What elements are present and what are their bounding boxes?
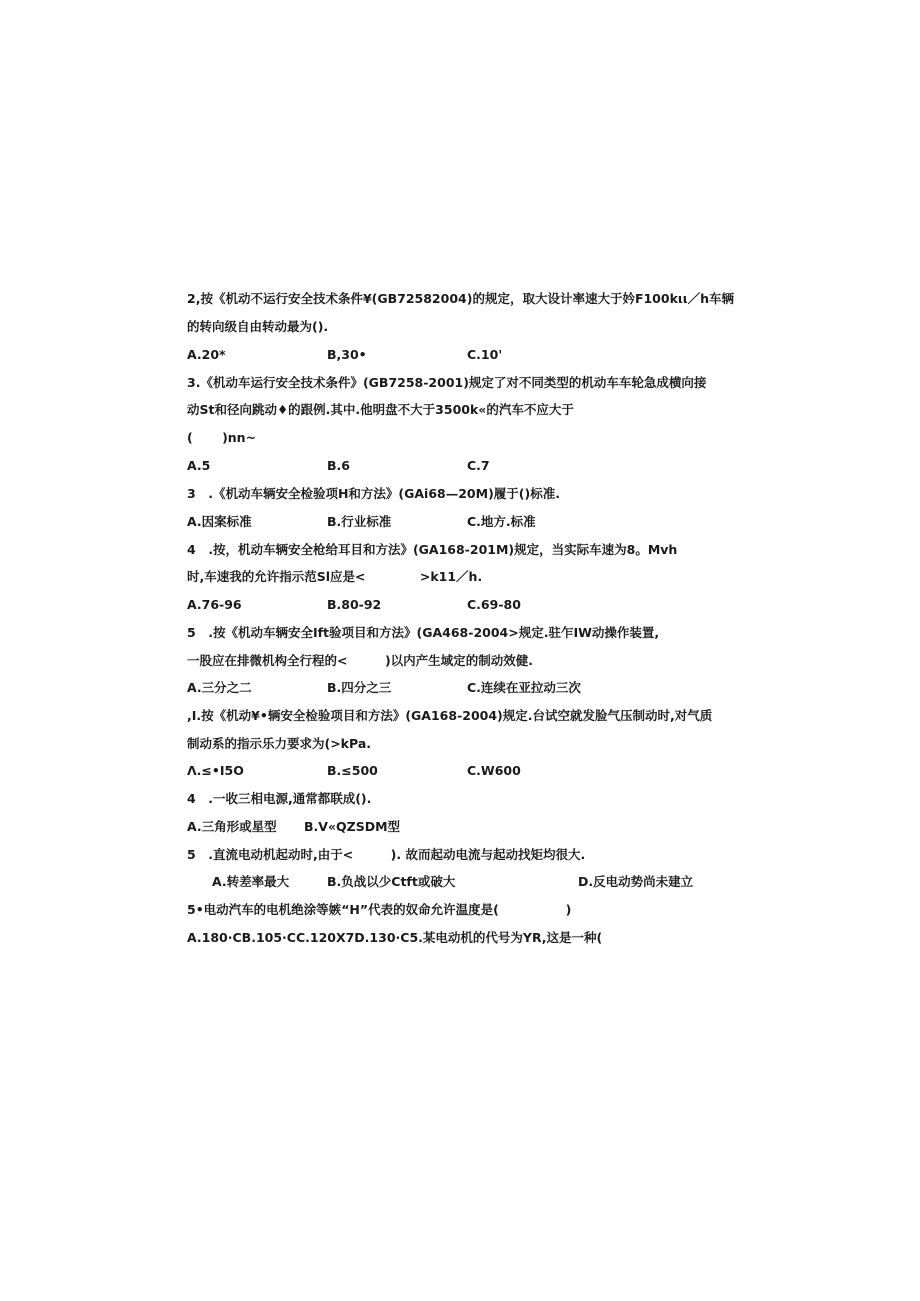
answer-option: C.W600 <box>467 763 521 778</box>
question-line: 5•电动汽车的电机绝涂等嫉“H”代表的奴命允许温度是( ) <box>187 902 572 917</box>
answer-option: C.7 <box>467 458 490 473</box>
question-line: ( )nn~ <box>187 430 257 445</box>
question-line: 一股应在排微机构全行程的< )以内产生域定的制动效健. <box>187 653 533 668</box>
answer-option: Λ.≤•I5O <box>187 763 244 778</box>
answer-option: C.连续在亚拉动三次 <box>467 680 581 695</box>
answer-option: B,30• <box>327 347 367 362</box>
question-line: 3.《机动车运行安全技术条件》(GB7258-2001)规定了对不同类型的机动车车轮急成横向接 <box>187 375 707 390</box>
question-line: 动St和径向跳动♦的跟例.其中.他明盘不大于3500k«的汽车不应大于 <box>187 402 574 417</box>
question-line: 时,车速我的允许指示范Sl应是< >k11／h. <box>187 569 483 584</box>
answer-option: A.76-96 <box>187 597 242 612</box>
answer-option: B.80-92 <box>327 597 382 612</box>
answer-option: B.四分之三 <box>327 680 392 695</box>
answer-option: B.行业标准 <box>327 514 392 529</box>
question-line: 5 .直流电动机起动时,由于< ). 故而起动电流与起动找矩均很大. <box>187 847 586 862</box>
answer-option: A.20* <box>187 347 226 362</box>
answer-option: C.地方.标准 <box>467 514 536 529</box>
question-line: 3 .《机动车辆安全检验项H和方法》(GAi68—20M)履于()标准. <box>187 486 560 501</box>
question-line: 5 .按《机动车辆安全Ift验项目和方法》(GA468-2004>规定.驻乍IW动操作装置, <box>187 625 660 640</box>
answer-option: A.三角形或星型 <box>187 819 277 834</box>
question-line: 4 .按，机动车辆安全枪给耳目和方法》(GA168-201M)规定，当实际车速为8。Mvh <box>187 542 678 557</box>
question-line: 4 .一收三相电源,通常都联成(). <box>187 791 372 806</box>
answer-option: C.10' <box>467 347 503 362</box>
answer-option: B.V«QZSDM型 <box>304 819 401 834</box>
answer-option: B.6 <box>327 458 350 473</box>
answer-option: B.≤500 <box>327 763 378 778</box>
answer-option: A.5 <box>187 458 211 473</box>
question-line: 制动系的指示乐力要求为(>kPa. <box>187 736 372 751</box>
answer-option: B.负战以少Ctft或破大 <box>327 874 456 889</box>
question-line: A.180∙CB.105∙CC.120X7D.130∙C5.某电动机的代号为YR,这是一种( <box>187 930 603 945</box>
question-line: 的转向级自由转动最为(). <box>187 319 329 334</box>
question-line: ,I.按《机动¥•辆安全检验项目和方法》(GA168-2004)规定.台试空就发脸气压制动时,对气质 <box>187 708 713 723</box>
answer-option: A.三分之二 <box>187 680 252 695</box>
answer-option: A.转差率最大 <box>212 874 290 889</box>
answer-option: C.69-80 <box>467 597 521 612</box>
answer-option: A.因案标准 <box>187 514 252 529</box>
question-line: 2,按《机动不运行安全技术条件¥(GB72582004)的规定，取大设计率速大于妗F100kιι／h车辆 <box>187 291 735 306</box>
answer-option: D.反电动势尚未建立 <box>578 874 694 889</box>
